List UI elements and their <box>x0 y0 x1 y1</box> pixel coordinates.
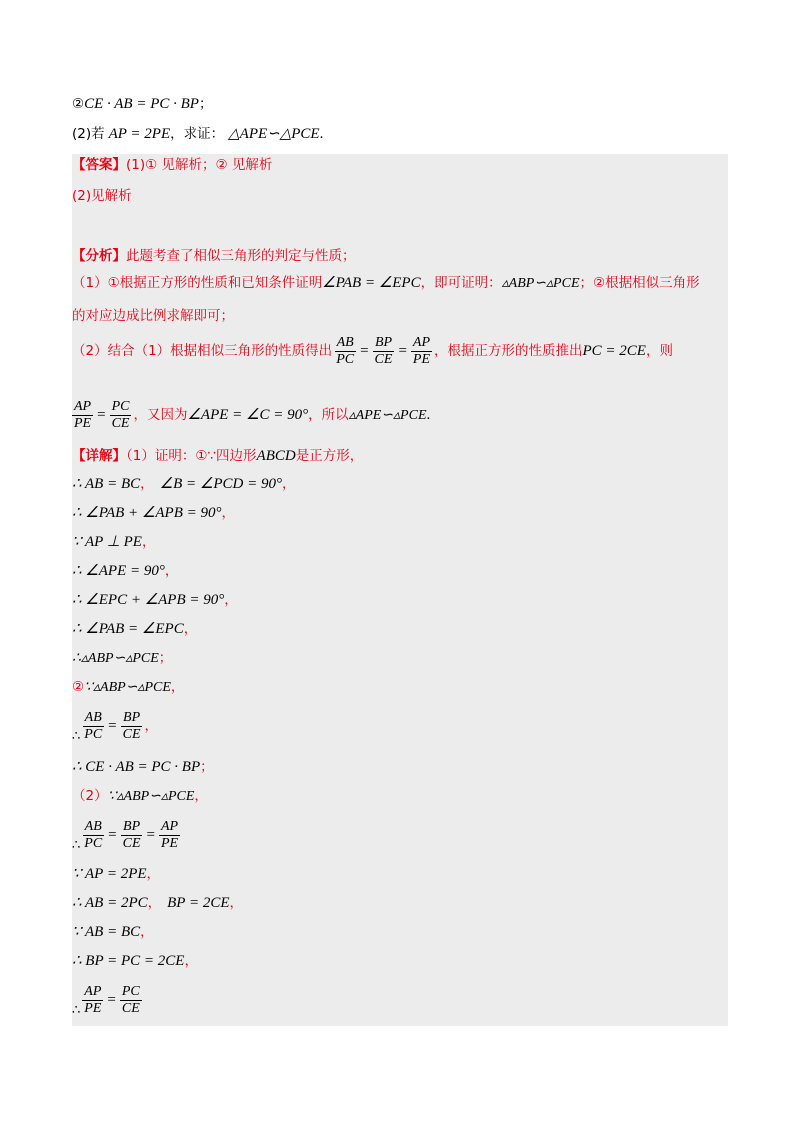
fraction-denominator: PE <box>412 351 431 367</box>
punctuation: ， <box>229 895 243 911</box>
answer-line-2 <box>72 186 132 206</box>
punctuation: ， <box>184 953 198 969</box>
question-line-2 <box>72 94 212 114</box>
punctuation: ， <box>221 505 235 521</box>
analysis-text: ；②根据相似三角形 <box>579 275 700 291</box>
equals-sign: = <box>146 827 155 843</box>
fraction-numerator: AP <box>74 398 92 414</box>
math-expression: ∵▵ABP∽▵PCE <box>107 789 195 804</box>
detail-step-9 <box>72 706 158 757</box>
math-expression: ∵▵ABP∽▵PCE <box>84 680 171 695</box>
fraction <box>120 984 142 1017</box>
punctuation: ， <box>224 592 238 608</box>
math-expression: ∴ CE · AB = PC · BP <box>72 759 201 775</box>
therefore-symbol: ∴ <box>72 729 81 744</box>
analysis-part-2 <box>72 331 673 371</box>
detail-step-3 <box>72 532 155 552</box>
punctuation: . <box>426 407 431 423</box>
fraction-numerator: AB <box>336 334 354 350</box>
punctuation: ， <box>170 679 185 695</box>
therefore-symbol: ∴ <box>72 1003 81 1018</box>
fraction-numerator: AP <box>161 818 179 834</box>
analysis-part-3 <box>72 395 430 436</box>
analysis-text: （2）结合（1）根据相似三角形的性质得出 <box>72 343 333 359</box>
punctuation: ， <box>194 788 208 804</box>
math-expression: ▵ABP∽▵PCE <box>501 276 580 291</box>
math-expression: ∠APE = ∠C = 90° <box>187 407 309 423</box>
math-expression: ∴ ∠EPC + ∠APB = 90° <box>72 592 225 608</box>
punctuation: . <box>319 126 324 142</box>
fraction <box>72 399 93 432</box>
math-expression: △APE∽△PCE <box>228 126 320 142</box>
circle-number: ② <box>72 679 85 695</box>
analysis-part-1 <box>72 273 700 294</box>
answer-line-1 <box>72 155 272 175</box>
math-expression: ∴ BP = PC = 2CE <box>72 953 185 969</box>
math-expression: ABCD <box>256 448 296 464</box>
math-expression: ∵ AB = BC <box>72 924 141 940</box>
fraction-denominator: CE <box>121 1000 140 1016</box>
answer-text: (2)见解析 <box>72 188 132 204</box>
detail-step-10 <box>72 757 214 777</box>
detail-step-4 <box>72 561 178 581</box>
fraction-numerator: AB <box>84 709 102 725</box>
fraction-denominator: PE <box>74 415 92 431</box>
fraction-numerator: BP <box>374 334 393 350</box>
fraction-denominator: CE <box>111 415 130 431</box>
detail-step-15 <box>72 922 154 942</box>
math-expression: ▵APE∽▵PCE <box>348 408 427 423</box>
fraction <box>334 335 356 368</box>
equals-sign: = <box>108 827 117 843</box>
detail-step-14 <box>72 893 243 913</box>
fraction-denominator: PC <box>336 351 355 367</box>
detail-step-6 <box>72 619 197 639</box>
fraction <box>411 335 432 368</box>
punctuation: ， <box>144 718 159 734</box>
detail-step-7 <box>72 648 172 669</box>
equals-sign: = <box>108 718 117 734</box>
math-expression: ∠PAB = ∠EPC <box>322 275 421 291</box>
part-label: (2)若 <box>72 126 105 142</box>
equals-sign: = <box>107 992 116 1008</box>
fraction <box>110 399 132 432</box>
punctuation: ， <box>141 534 156 550</box>
fraction-denominator: PE <box>84 1000 102 1016</box>
punctuation: ； <box>198 96 213 112</box>
math-expression: ∵ AP ⊥ PE <box>72 534 142 550</box>
analysis-label: 【分析】 <box>72 248 126 264</box>
punctuation: ， <box>183 621 198 637</box>
fraction-numerator: AP <box>412 334 431 350</box>
math-expression: ∴ AB = 2PC <box>72 895 148 911</box>
punctuation: ， <box>281 476 296 492</box>
detail-label: 【详解】 <box>72 448 126 464</box>
equals-sign: = <box>97 407 106 423</box>
fraction <box>159 819 180 852</box>
analysis-text: （1）①根据正方形的性质和已知条件证明 <box>72 275 323 291</box>
punctuation: ， <box>164 563 179 579</box>
fraction-denominator: CE <box>122 726 141 742</box>
answer-text: (1)① 见解析；② 见解析 <box>126 157 273 173</box>
punctuation: ， <box>140 476 154 492</box>
math-expression: ∠B = ∠PCD = 90° <box>159 476 282 492</box>
math-expression: ∵ AP = 2PE <box>72 866 147 882</box>
equals-sign: = <box>360 343 369 359</box>
text: ，求证： <box>170 126 225 142</box>
detail-text: （1）证明：①∵四边形 <box>126 448 257 464</box>
detail-step-1 <box>72 474 295 494</box>
fraction <box>121 710 143 743</box>
detail-step-2 <box>72 503 235 523</box>
detail-step-13 <box>72 864 160 884</box>
detail-step-17 <box>72 980 144 1031</box>
fraction-denominator: PC <box>84 835 103 851</box>
math-expression: ∴ ∠PAB + ∠APB = 90° <box>72 505 222 521</box>
fraction <box>82 984 103 1017</box>
fraction-numerator: BP <box>123 818 141 834</box>
fraction <box>373 335 395 368</box>
analysis-text: ，即可证明： <box>420 275 502 291</box>
analysis-text: ，又因为 <box>133 407 188 423</box>
punctuation: ， <box>146 866 161 882</box>
detail-intro <box>72 446 363 466</box>
punctuation: ； <box>158 650 173 666</box>
punctuation: ， <box>147 895 162 911</box>
fraction <box>82 819 104 852</box>
math-expression: BP = 2CE <box>167 895 230 911</box>
math-expression: ∴ AB = BC <box>72 476 141 492</box>
fraction-numerator: PC <box>121 983 140 999</box>
fraction-denominator: CE <box>122 835 141 851</box>
fraction-numerator: BP <box>123 709 141 725</box>
math-expression: ∴▵ABP∽▵PCE <box>72 651 159 666</box>
fraction-numerator: AP <box>84 983 102 999</box>
punctuation: ； <box>200 759 214 775</box>
detail-step-12 <box>72 815 182 866</box>
part-label: （2） <box>72 788 108 804</box>
equals-sign: = <box>398 343 407 359</box>
analysis-text: 此题考查了相似三角形的判定与性质； <box>126 248 356 264</box>
detail-step-5 <box>72 590 238 610</box>
therefore-symbol: ∴ <box>72 838 81 853</box>
fraction-numerator: PC <box>111 398 130 414</box>
math-expression: CE · AB = PC · BP <box>84 96 199 112</box>
math-expression: PC = 2CE <box>582 343 646 359</box>
detail-step-11 <box>72 786 208 807</box>
fraction <box>121 819 143 852</box>
analysis-text: ，所以 <box>308 407 349 423</box>
fraction-numerator: AB <box>84 818 102 834</box>
math-expression: ∴ ∠APE = 90° <box>72 563 165 579</box>
fraction-denominator: CE <box>374 351 393 367</box>
analysis-text: ，则 <box>645 343 673 359</box>
math-expression: AP = 2PE <box>108 126 171 142</box>
detail-text: 是正方形， <box>295 448 364 464</box>
fraction <box>82 710 104 743</box>
detail-step-16 <box>72 951 198 971</box>
analysis-part-1-cont <box>72 306 234 326</box>
math-expression: ∴ ∠PAB = ∠EPC <box>72 621 184 637</box>
detail-step-8 <box>72 677 184 698</box>
analysis-text: 的对应边成比例求解即可； <box>72 308 234 324</box>
analysis-intro <box>72 246 356 266</box>
answer-label: 【答案】 <box>72 157 126 173</box>
punctuation: ， <box>140 924 154 940</box>
fraction-denominator: PE <box>161 835 179 851</box>
circle-number: ② <box>72 96 85 112</box>
analysis-text: ，根据正方形的性质推出 <box>434 343 583 359</box>
question-part-2 <box>72 124 323 144</box>
fraction-denominator: PC <box>84 726 103 742</box>
